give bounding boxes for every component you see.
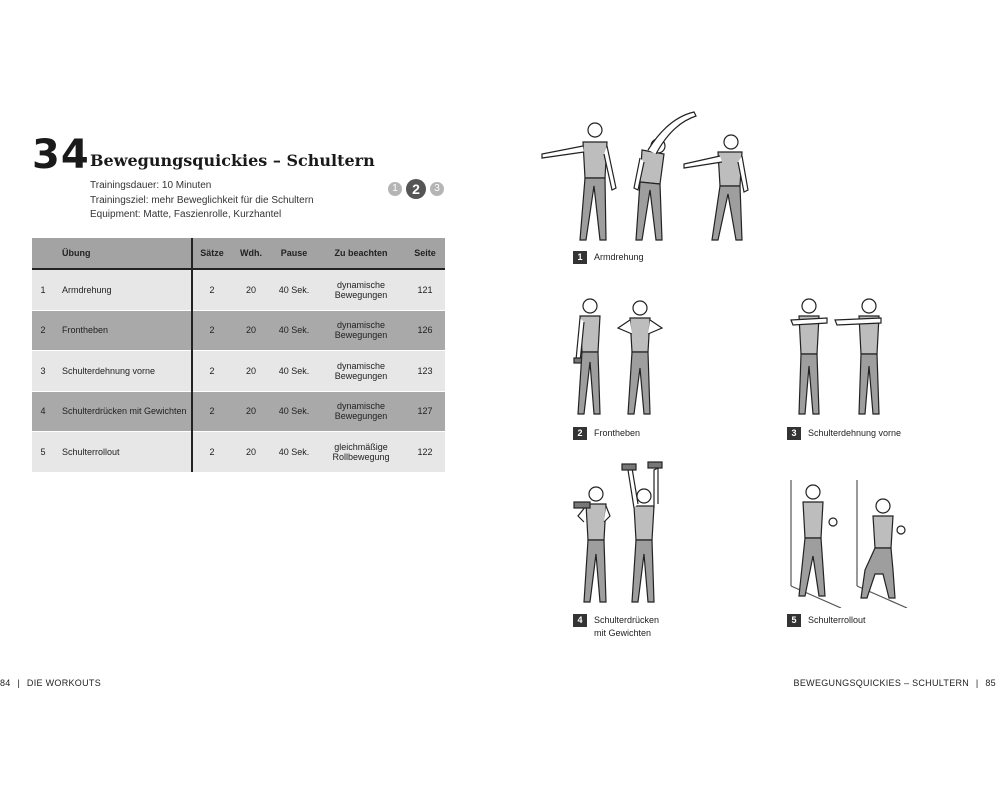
footer-left — [0, 678, 101, 688]
caption-3 — [787, 427, 901, 440]
schulterdruecken-illustration — [568, 460, 668, 608]
cell-pause: 40 Sek. — [271, 432, 317, 472]
level-3-badge: 3 — [430, 182, 444, 196]
footer-left-page-number: 84 — [0, 678, 11, 688]
info-goal: Trainingsziel: mehr Beweglichkeit für die Schultern — [90, 195, 314, 206]
level-indicator — [386, 179, 446, 199]
col-wdh: Wdh. — [231, 238, 271, 269]
caption-5 — [787, 614, 866, 627]
caption-2-text: Frontheben — [594, 428, 641, 438]
cell-seite: 127 — [405, 391, 445, 432]
table-row — [32, 269, 445, 310]
caption-4-line1: Schulterdrücken — [594, 615, 660, 625]
exercise-table — [32, 238, 445, 472]
cell-seite: 122 — [405, 432, 445, 472]
caption-1-text: Armdrehung — [594, 252, 644, 262]
cell-hinweis: dynamische Bewegungen — [317, 351, 405, 392]
info-equipment: Equipment: Matte, Faszienrolle, Kurzhantel — [90, 209, 282, 220]
col-nr — [32, 238, 54, 269]
schulterrollout-illustration — [785, 478, 915, 608]
caption-4-line2: mit Gewichten — [594, 628, 652, 638]
cell-hinweis: gleichmäßige Rollbewegung — [317, 432, 405, 472]
cell-seite: 123 — [405, 351, 445, 392]
col-pause: Pause — [271, 238, 317, 269]
level-2-badge: 2 — [406, 179, 426, 199]
cell-wdh: 20 — [231, 391, 271, 432]
footer-right-separator: | — [975, 678, 979, 688]
footer-right — [794, 678, 996, 688]
cell-nr: 5 — [32, 432, 54, 472]
cell-uebung: Armdrehung — [54, 269, 192, 310]
caption-3-text: Schulterdehnung vorne — [808, 428, 902, 438]
level-1-badge: 1 — [388, 182, 402, 196]
schulterdehnung-illustration — [785, 296, 895, 420]
cell-pause: 40 Sek. — [271, 351, 317, 392]
col-seite: Seite — [405, 238, 445, 269]
table-row — [32, 391, 445, 432]
workout-title: Bewegungsquickies – Schultern — [90, 151, 375, 170]
caption-5-text: Schulterrollout — [808, 615, 866, 625]
cell-saetze: 2 — [192, 310, 231, 351]
cell-seite: 121 — [405, 269, 445, 310]
caption-1-number: 1 — [573, 251, 587, 264]
footer-right-section: BEWEGUNGSQUICKIES – SCHULTERN — [793, 678, 970, 688]
footer-right-page-number: 85 — [985, 678, 996, 688]
caption-4 — [573, 614, 659, 640]
cell-nr: 3 — [32, 351, 54, 392]
cell-uebung: Frontheben — [54, 310, 192, 351]
cell-saetze: 2 — [192, 391, 231, 432]
cell-saetze: 2 — [192, 432, 231, 472]
cell-wdh: 20 — [231, 269, 271, 310]
table-row — [32, 432, 445, 472]
cell-uebung: Schulterdrücken mit Gewichten — [54, 391, 192, 432]
cell-nr: 1 — [32, 269, 54, 310]
cell-saetze: 2 — [192, 269, 231, 310]
cell-uebung: Schulterdehnung vorne — [54, 351, 192, 392]
cell-nr: 2 — [32, 310, 54, 351]
caption-1 — [573, 251, 644, 264]
cell-hinweis: dynamische Bewegungen — [317, 310, 405, 351]
table-row — [32, 310, 445, 351]
cell-pause: 40 Sek. — [271, 391, 317, 432]
cell-nr: 4 — [32, 391, 54, 432]
cell-hinweis: dynamische Bewegungen — [317, 391, 405, 432]
frontheben-illustration — [568, 296, 668, 420]
caption-4-number: 4 — [573, 614, 587, 627]
cell-saetze: 2 — [192, 351, 231, 392]
footer-left-separator: | — [17, 678, 21, 688]
cell-pause: 40 Sek. — [271, 269, 317, 310]
caption-4-text — [594, 614, 659, 640]
armdrehung-illustration — [538, 106, 758, 246]
workout-number: 34 — [32, 132, 90, 178]
cell-wdh: 20 — [231, 351, 271, 392]
cell-seite: 126 — [405, 310, 445, 351]
caption-3-number: 3 — [787, 427, 801, 440]
caption-2 — [573, 427, 640, 440]
cell-hinweis: dynamische Bewegungen — [317, 269, 405, 310]
footer-left-section: DIE WORKOUTS — [26, 678, 101, 688]
cell-pause: 40 Sek. — [271, 310, 317, 351]
table-row — [32, 351, 445, 392]
col-uebung: Übung — [54, 238, 192, 269]
col-saetze: Sätze — [192, 238, 231, 269]
caption-2-number: 2 — [573, 427, 587, 440]
cell-uebung: Schulterrollout — [54, 432, 192, 472]
caption-5-number: 5 — [787, 614, 801, 627]
cell-wdh: 20 — [231, 310, 271, 351]
table-header-row — [32, 238, 445, 269]
info-duration: Trainingsdauer: 10 Minuten — [90, 180, 212, 191]
col-hinweis: Zu beachten — [317, 238, 405, 269]
cell-wdh: 20 — [231, 432, 271, 472]
